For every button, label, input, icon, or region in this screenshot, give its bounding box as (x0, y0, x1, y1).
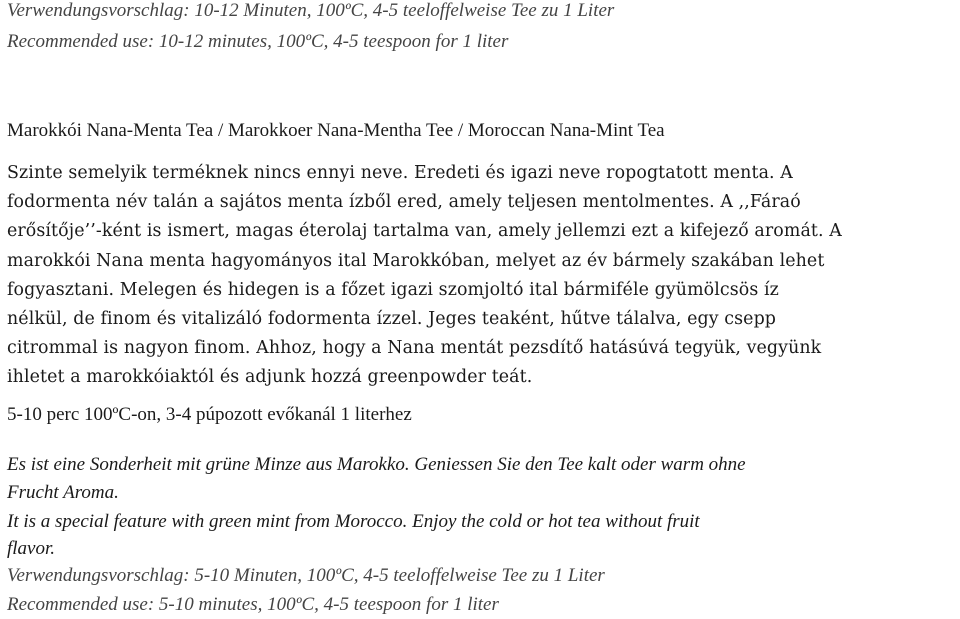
hu-paragraph-line-1: Szinte semelyik terméknek nincs ennyi neve. Eredeti és igazi neve ropogtatott menta. A (7, 163, 793, 183)
bottom-usage-en: Recommended use: 5-10 minutes, 100ºC, 4-5 teespoon for 1 liter (7, 594, 499, 615)
de-text-line-2: Frucht Aroma. (7, 482, 119, 503)
hu-usage: 5-10 perc 100ºC-on, 3-4 púpozott evőkanál 1 literhez (7, 404, 412, 425)
hu-paragraph-line-2: fodormenta név talán a sajátos menta ízből ered, amely teljesen mentolmentes. A ,,Fáraó (7, 192, 801, 212)
hu-paragraph-line-4: marokkói Nana menta hagyományos ital Marokkóban, melyet az év bármely szakában lehet (7, 251, 825, 271)
top-usage-en: Recommended use: 10-12 minutes, 100ºC, 4-5 teespoon for 1 liter (7, 31, 509, 52)
hu-paragraph-line-8: ihletet a marokkóiaktól és adjunk hozzá greenpowder teát. (7, 367, 533, 387)
bottom-usage-de: Verwendungsvorschlag: 5-10 Minuten, 100ºC, 4-5 teeloffelweise Tee zu 1 Liter (7, 565, 605, 586)
product-title: Marokkói Nana-Menta Tea / Marokkoer Nana-Mentha Tee / Moroccan Nana-Mint Tea (7, 120, 665, 141)
hu-paragraph-line-6: nélkül, de finom és vitalizáló fodormenta ízzel. Jeges teaként, hűtve tálalva, egy csepp (7, 309, 777, 329)
hu-paragraph-line-5: fogyasztani. Melegen és hidegen is a főzet igazi szomjoltó ital bármiféle gyümölcsös íz (7, 280, 779, 300)
hu-paragraph-line-3: erősítője’’-ként is ismert, magas éterolaj tartalma van, amely jellemzi ezt a kifejező aromát. A (7, 221, 842, 241)
top-usage-de: Verwendungsvorschlag: 10-12 Minuten, 100ºC, 4-5 teeloffelweise Tee zu 1 Liter (7, 0, 615, 21)
en-text-line-2: flavor. (7, 538, 56, 559)
en-text-line-1: It is a special feature with green mint from Morocco. Enjoy the cold or hot tea without fruit (7, 511, 700, 532)
hu-paragraph-line-7: citrommal is nagyon finom. Ahhoz, hogy a Nana mentát pezsdítő hatásúvá tegyük, vegyünk (7, 338, 822, 358)
de-text-line-1: Es ist eine Sonderheit mit grüne Minze aus Marokko. Geniessen Sie den Tee kalt oder warm ohne (7, 454, 746, 475)
